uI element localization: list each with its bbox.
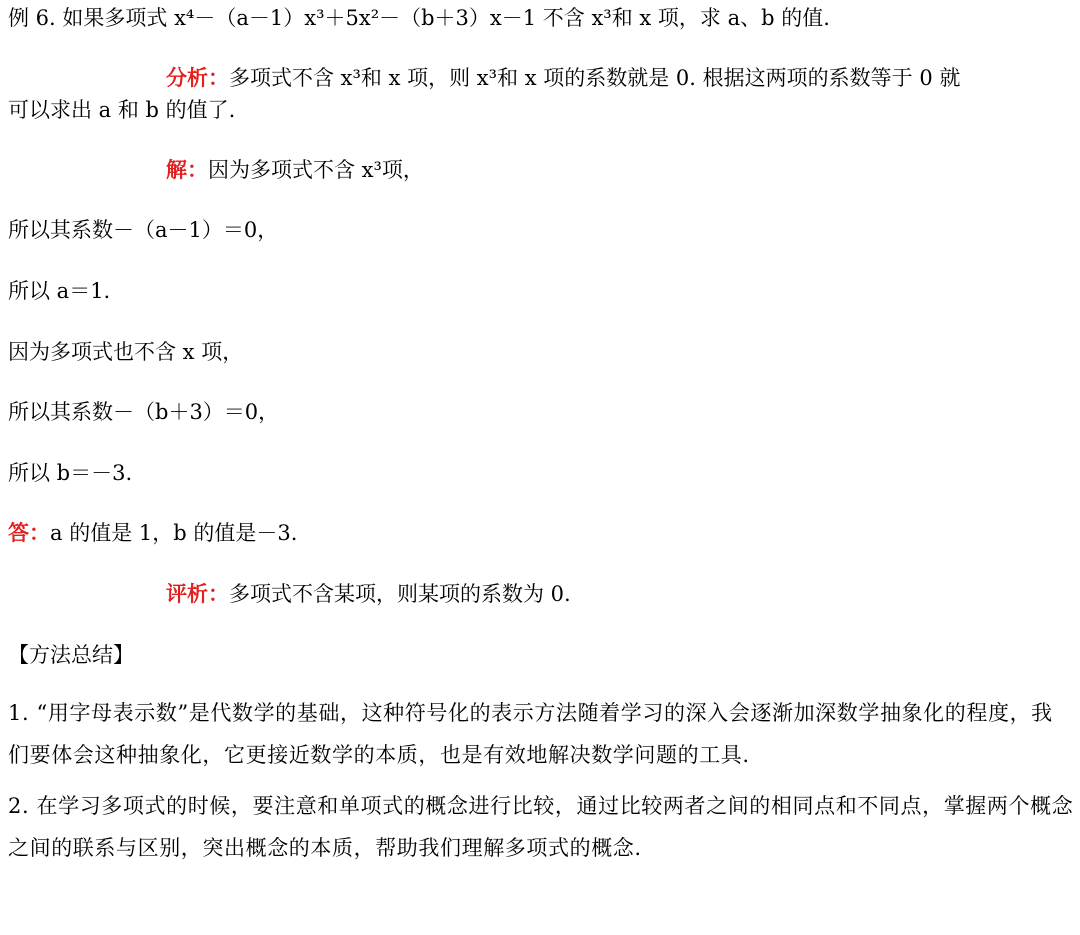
solution-step-3: 所以 a＝1. [8, 279, 111, 303]
summary-heading: 【方法总结】 [8, 643, 134, 667]
solution-label: 解： [166, 157, 208, 182]
comment-text: 多项式不含某项，则某项的系数为 0. [229, 582, 571, 606]
answer-label: 答： [8, 520, 50, 545]
solution-step-1 [166, 156, 424, 184]
solution-step-4: 因为多项式也不含 x 项， [8, 340, 244, 364]
solution-step-6: 所以 b＝－3. [8, 461, 133, 485]
summary-point-2: 2. 在学习多项式的时候，要注意和单项式的概念进行比较，通过比较两者之间的相同点和不同点，掌握两个概念之间的联系与区别，突出概念的本质，帮助我们理解多项式的概念. [8, 794, 1074, 860]
answer-text: a 的值是 1，b 的值是－3. [50, 521, 298, 545]
problem-statement [8, 4, 830, 32]
analysis-line-2: 可以求出 a 和 b 的值了. [8, 98, 236, 122]
comment-label: 评析： [166, 581, 229, 606]
analysis-text-1: 多项式不含 x³和 x 项，则 x³和 x 项的系数就是 0. 根据这两项的系数等于 0 就 [229, 66, 961, 90]
analysis-line-1 [166, 64, 960, 92]
summary-point-1: 1. “用字母表示数”是代数学的基础，这种符号化的表示方法随着学习的深入会逐渐加深数学抽象化的程度，我们要体会这种抽象化，它更接近数学的本质，也是有效地解决数学问题的工具. [8, 701, 1053, 767]
solution-step-2: 所以其系数－（a－1）＝0， [8, 218, 279, 242]
solution-step-5: 所以其系数－（b＋3）＝0， [8, 400, 280, 424]
problem-label: 例 6. [8, 6, 56, 30]
answer-line [8, 519, 297, 547]
comment-line [166, 580, 571, 608]
analysis-label: 分析： [166, 65, 229, 90]
solution-step-1-text: 因为多项式不含 x³项， [208, 158, 424, 182]
problem-text: 如果多项式 x⁴－（a－1）x³＋5x²－（b＋3）x－1 不含 x³和 x 项，求 a、b 的值. [62, 6, 830, 30]
